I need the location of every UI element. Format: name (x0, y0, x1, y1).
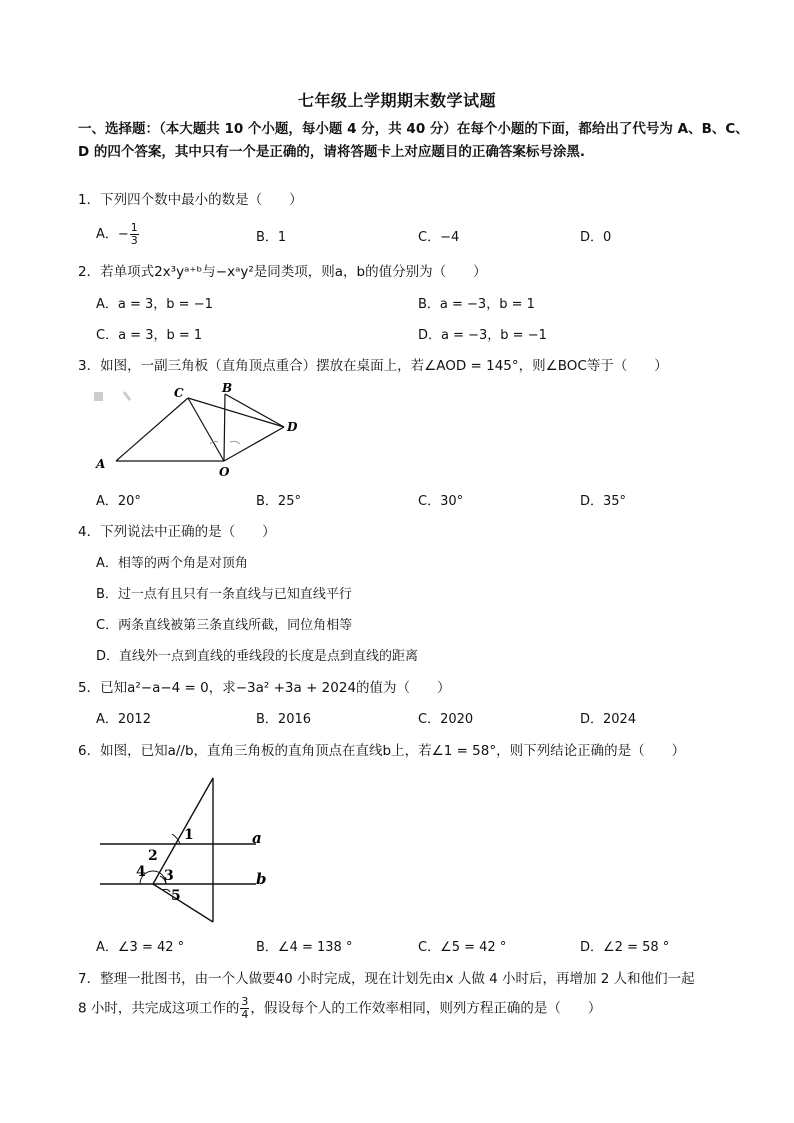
q7-line-2-pre: 8 小时，共完成这项工作的 (78, 1000, 240, 1017)
q4-option-b: B．过一点有且只有一条直线与已知直线平行 (96, 587, 352, 602)
section-instructions: 一、选择题：（本大题共 10 个小题，每小题 4 分，共 40 分）在每个小题的下面，都给出了代号为 A、B、C、D 的四个答案，其中只有一个是正确的，请将答题卡上对应题目的正确答案标号涂黑. (78, 121, 749, 160)
q6-option-b: B．∠4 = 138 ° (256, 940, 353, 955)
q6-label-3: 3 (164, 868, 174, 884)
q4-option-d: D．直线外一点到直线的垂线段的长度是点到直线的距离 (96, 649, 419, 664)
q6-label-2: 2 (148, 848, 158, 864)
q3-option-d: D．35° (580, 494, 627, 509)
q3-line-AC (116, 398, 188, 461)
q6-figure (96, 772, 286, 932)
q3-option-c: C．30° (418, 494, 464, 509)
q2-option-b: B．a = −3，b = 1 (418, 297, 535, 312)
q3-label-O: O (219, 465, 230, 479)
q7-fraction (240, 996, 249, 1021)
q1-option-d: D．0 (580, 230, 612, 245)
q5-option-d: D．2024 (580, 712, 637, 727)
q6-label-a: a (252, 829, 262, 847)
question-4-stem: 4．下列说法中正确的是（ ） (78, 524, 276, 540)
q3-option-a: A．20° (96, 494, 141, 509)
q1-option-a-fraction (130, 222, 139, 247)
question-7-line-2 (78, 996, 601, 1021)
q1-frac-den: 3 (130, 234, 138, 247)
q3-label-A: A (96, 457, 106, 471)
q3-line-BD (225, 394, 284, 427)
q3-label-C: C (174, 386, 184, 400)
q3-line-OD (224, 427, 284, 461)
question-5-stem: 5．已知a²−a−4 = 0，求−3a² +3a + 2024的值为（ ） (78, 680, 451, 696)
q3-label-B: B (222, 382, 233, 395)
q4-option-a: A．相等的两个角是对顶角 (96, 556, 248, 571)
q4-option-c: C．两条直线被第三条直线所截，同位角相等 (96, 618, 353, 633)
q3-label-D: D (287, 420, 298, 434)
q2-option-a: A．a = 3，b = −1 (96, 297, 213, 312)
question-6-stem: 6．如图，已知a//b，直角三角板的直角顶点在直线b上，若∠1 = 58°，则下列结论正确的是（ ） (78, 743, 686, 759)
q2-option-c: C．a = 3，b = 1 (96, 328, 203, 343)
q6-label-5: 5 (171, 888, 181, 904)
question-1-stem: 1．下列四个数中最小的数是（ ） (78, 192, 303, 208)
q1-option-b: B．1 (256, 230, 287, 245)
q3-angle-mark-2 (230, 441, 240, 444)
q5-option-c: C．2020 (418, 712, 474, 727)
q6-label-4: 4 (136, 864, 146, 880)
question-2-stem: 2．若单项式2x³yᵃ⁺ᵇ与−xᵃy²是同类项，则a，b的值分别为（ ） (78, 264, 487, 280)
q3-line-BO (224, 394, 225, 461)
q1-option-c: C．−4 (418, 230, 460, 245)
q1-frac-num: 1 (130, 221, 138, 234)
q5-option-b: B．2016 (256, 712, 312, 727)
q3-figure (88, 382, 318, 482)
q3-option-b: B．25° (256, 494, 301, 509)
q7-line-2-post: ，假设每个人的工作效率相同，则列方程正确的是（ ） (250, 1000, 602, 1017)
question-3-stem: 3．如图，一副三角板（直角顶点重合）摆放在桌面上，若∠AOD = 145°，则∠BOC等于（ ） (78, 358, 668, 374)
question-7-line-1: 7．整理一批图书，由一个人做要40 小时完成，现在计划先由x 人做 4 小时后，再增加 2 人和他们一起 (78, 971, 695, 987)
page-title: 七年级上学期期末数学试题 (297, 91, 496, 110)
q1-option-a-prefix: A．− (96, 227, 129, 242)
q3-scan-mark (94, 392, 103, 401)
q6-label-1: 1 (184, 827, 194, 843)
q6-option-d: D．∠2 = 58 ° (580, 940, 670, 955)
q3-scan-mark-2 (124, 392, 130, 400)
q6-option-a: A．∠3 = 42 ° (96, 940, 185, 955)
q7-frac-den: 4 (241, 1008, 249, 1021)
q7-frac-num: 3 (241, 995, 249, 1008)
q6-triangle-hypotenuse (153, 778, 213, 884)
q6-option-c: C．∠5 = 42 ° (418, 940, 507, 955)
q6-label-b: b (256, 870, 267, 888)
q5-option-a: A．2012 (96, 712, 151, 727)
q2-option-d: D．a = −3，b = −1 (418, 328, 547, 343)
q1-option-a (96, 222, 140, 247)
